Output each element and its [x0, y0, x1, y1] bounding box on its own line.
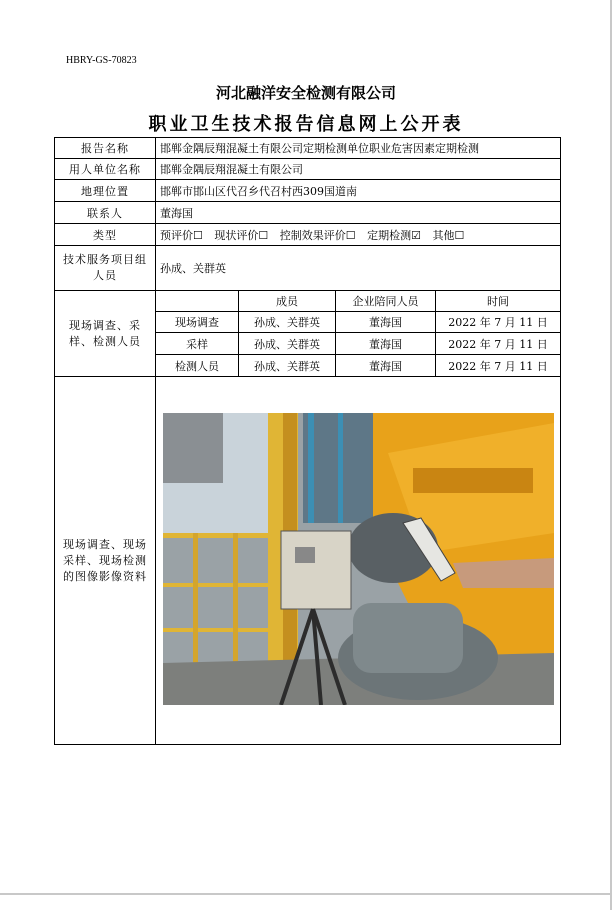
survey-label: 现场调查、采样、检测人员: [55, 291, 156, 377]
survey-member: 孙成、关群英: [239, 333, 336, 355]
photo-label: 现场调查、现场采样、现场检测的图像影像资料: [55, 377, 156, 745]
location-label: 地理位置: [55, 180, 156, 202]
page-title: 职业卫生技术报告信息网上公开表: [148, 114, 464, 135]
company-name: 河北融洋安全检测有限公司: [215, 84, 396, 102]
type-option-other: 其他☐: [432, 228, 465, 242]
row-location: [55, 180, 561, 202]
location-value: 邯郸市邯山区代召乡代召村西309国道南: [156, 180, 561, 202]
survey-header-time: 时间: [436, 291, 561, 312]
type-label: 类型: [55, 224, 156, 246]
employer-value: 邯郸金隅辰翔混凝土有限公司: [156, 159, 561, 180]
survey-companion: 董海国: [336, 355, 436, 377]
team-label: 技术服务项目组人员: [55, 246, 156, 291]
type-option-status-evaluation: 现状评价☐: [214, 228, 269, 242]
survey-role: 检测人员: [156, 355, 239, 377]
survey-companion: 董海国: [336, 333, 436, 355]
survey-header-companion: 企业陪同人员: [336, 291, 436, 312]
survey-header-blank: [156, 291, 239, 312]
survey-header-member: 成员: [239, 291, 336, 312]
contact-value: 董海国: [156, 202, 561, 224]
info-table: [54, 137, 561, 745]
report-name-label: 报告名称: [55, 138, 156, 159]
row-team: [55, 246, 561, 291]
row-employer: [55, 159, 561, 180]
survey-date: 2022 年 7 月 11 日: [436, 333, 561, 355]
site-inspection-photo: [163, 413, 554, 705]
team-value: 孙成、关群英: [156, 246, 561, 291]
type-option-pre-evaluation: 预评价☐: [160, 228, 203, 242]
photo-cell: [156, 377, 561, 745]
row-type: [55, 224, 561, 246]
row-report-name: [55, 138, 561, 159]
type-option-periodic-testing: 定期检测☑: [367, 228, 421, 242]
report-name-value: 邯郸金隅辰翔混凝土有限公司定期检测单位职业危害因素定期检测: [156, 138, 561, 159]
survey-companion: 董海国: [336, 312, 436, 333]
survey-member: 孙成、关群英: [239, 355, 336, 377]
row-contact: [55, 202, 561, 224]
type-option-control-evaluation: 控制效果评价☐: [279, 228, 356, 242]
survey-date: 2022 年 7 月 11 日: [436, 312, 561, 333]
document-number: HBRY-GS-70823: [66, 55, 137, 66]
survey-role: 现场调查: [156, 312, 239, 333]
survey-member: 孙成、关群英: [239, 312, 336, 333]
type-options: [156, 224, 561, 246]
contact-label: 联系人: [55, 202, 156, 224]
employer-label: 用人单位名称: [55, 159, 156, 180]
survey-header-row: [55, 291, 561, 312]
survey-role: 采样: [156, 333, 239, 355]
row-photo: [55, 377, 561, 745]
survey-date: 2022 年 7 月 11 日: [436, 355, 561, 377]
page-edge-bottom: [0, 893, 612, 895]
